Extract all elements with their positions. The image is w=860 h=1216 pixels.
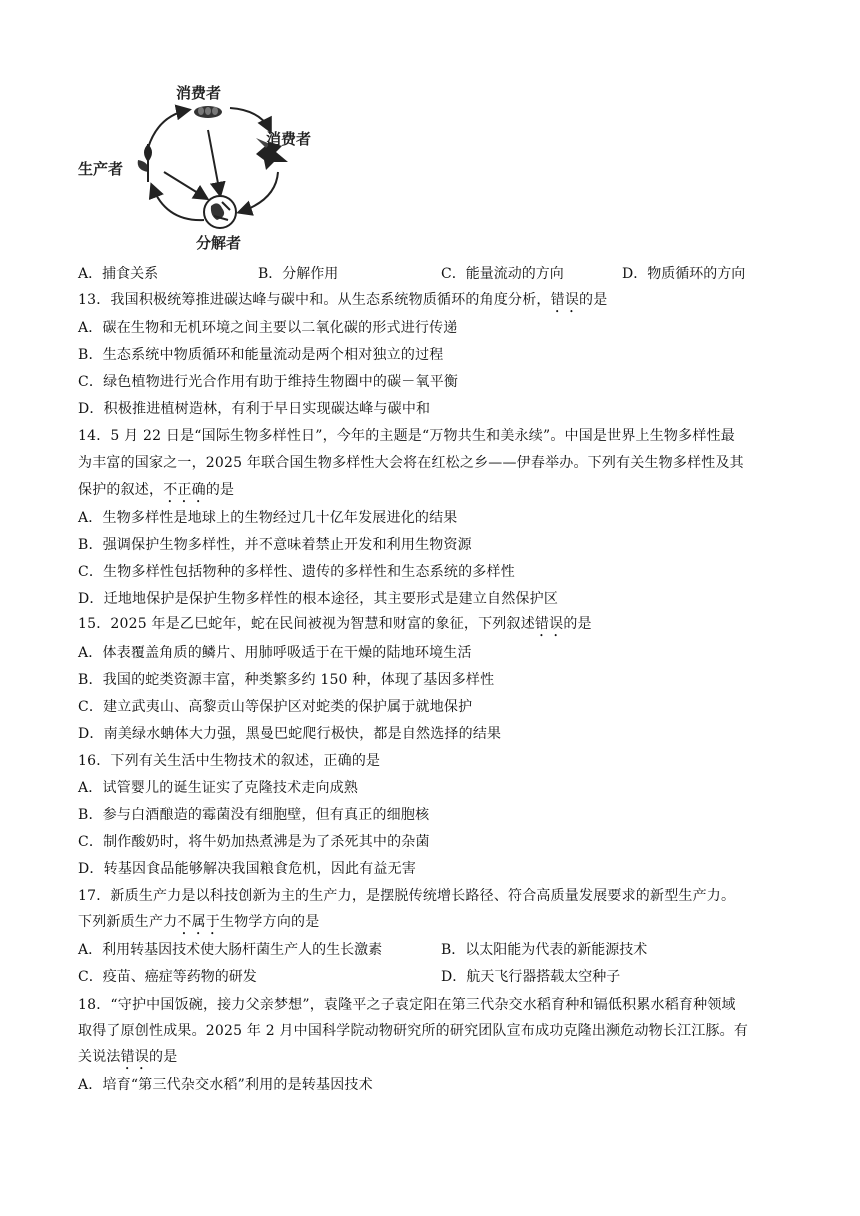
label-producer: 生产者 bbox=[78, 160, 124, 178]
q17-option-b: B．以太阳能为代表的新能源技术 bbox=[441, 942, 648, 958]
q13-option-b: B．生态系统中物质循环和能量流动是两个相对独立的过程 bbox=[78, 347, 444, 363]
q12-option-d: D．物质循环的方向 bbox=[622, 266, 746, 282]
q13-stem bbox=[78, 290, 607, 316]
q17-option-d: D．航天飞行器搭载太空种子 bbox=[441, 969, 621, 985]
q16-option-d: D．转基因食品能够解决我国粮食危机，因此有益无害 bbox=[78, 861, 417, 877]
q18-stem-emphasis: 错误 bbox=[120, 1049, 150, 1065]
q18-stem-line1: 18．“守护中国饭碗，接力父亲梦想”，袁隆平之子袁定阳在第三代杂交水稻育种和镉低积累水稻育种领域 bbox=[78, 997, 736, 1013]
q13-option-a: A．碳在生物和无机环境之间主要以二氧化碳的形式进行传递 bbox=[78, 320, 458, 336]
q14-option-a: A．生物多样性是地球上的生物经过几十亿年发展进化的结果 bbox=[78, 510, 458, 526]
arrow-producer-to-decomposer bbox=[164, 172, 206, 198]
q15-stem-before: 15．2025 年是乙巳蛇年，蛇在民间被视为智慧和财富的象征，下列叙述 bbox=[78, 616, 535, 632]
q14-stem-after: 的是 bbox=[205, 482, 235, 498]
q18-stem-before: 关说法 bbox=[78, 1049, 121, 1065]
q14-option-b: B．强调保护生物多样性，并不意味着禁止开发和利用生物资源 bbox=[78, 537, 472, 553]
q17-option-c: C．疫苗、癌症等药物的研发 bbox=[78, 969, 257, 985]
q14-stem-before: 保护的叙述， bbox=[78, 482, 164, 498]
label-consumer-right: 消费者 bbox=[266, 130, 312, 148]
q17-stem-emphasis: 不属于 bbox=[177, 914, 221, 930]
q18-option-a: A．培育“第三代杂交水稻”利用的是转基因技术 bbox=[78, 1077, 373, 1093]
q14-option-d: D．迁地地保护是保护生物多样性的根本途径，其主要形式是建立自然保护区 bbox=[78, 591, 559, 607]
q15-stem bbox=[78, 614, 592, 640]
arrow-consumer-to-decomposer bbox=[240, 172, 278, 212]
q14-stem-line1: 14．5 月 22 日是“国际生物多样性日”，今年的主题是“万物共生和美永续”。中国是世界上生物多样性最 bbox=[78, 428, 735, 444]
q18-stem-after: 的是 bbox=[149, 1049, 178, 1065]
q13-stem-after: 的是 bbox=[579, 292, 608, 308]
q17-stem-after: 生物学方向的是 bbox=[220, 914, 320, 930]
q15-option-d: D．南美绿水蚺体大力强，黑曼巴蛇爬行极快，都是自然选择的结果 bbox=[78, 726, 502, 742]
q15-option-c: C．建立武夷山、高黎贡山等保护区对蛇类的保护属于就地保护 bbox=[78, 699, 473, 715]
label-decomposer: 分解者 bbox=[196, 234, 242, 252]
q12-option-c: C．能量流动的方向 bbox=[441, 266, 564, 282]
q16-option-b: B．参与白酒酿造的霉菌没有细胞壁，但有真正的细胞核 bbox=[78, 807, 430, 823]
q12-option-b: B．分解作用 bbox=[258, 266, 339, 282]
arrow-producer-to-consumer bbox=[148, 110, 188, 148]
arrow-top-consumer-to-decomposer bbox=[208, 130, 220, 194]
q16-option-a: A．试管婴儿的诞生证实了克隆技术走向成熟 bbox=[78, 780, 359, 796]
q14-stem-line3 bbox=[78, 480, 234, 506]
q18-stem-line2: 取得了原创性成果。2025 年 2 月中国科学院动物研究所的研究团队宣布成功克隆出濒危动物长江江豚。有 bbox=[78, 1023, 749, 1039]
q17-stem-line2 bbox=[78, 912, 319, 938]
caterpillar-icon bbox=[194, 106, 222, 118]
arrow-consumer-to-consumer bbox=[230, 108, 270, 130]
q15-stem-after: 的是 bbox=[563, 616, 592, 632]
q14-stem-line2: 为丰富的国家之一，2025 年联合国生物多样性大会将在红松之乡——伊春举办。下列有关生物多样性及其 bbox=[78, 455, 744, 471]
q13-stem-before: 13．我国积极统筹推进碳达峰与碳中和。从生态系统物质循环的角度分析， bbox=[78, 292, 551, 308]
q13-stem-emphasis: 错误 bbox=[550, 292, 580, 308]
q17-option-a: A．利用转基因技术使大肠杆菌生产人的生长激素 bbox=[78, 942, 383, 958]
ecosystem-diagram-svg bbox=[70, 82, 340, 258]
q14-option-c: C．生物多样性包括物种的多样性、遗传的多样性和生态系统的多样性 bbox=[78, 564, 515, 580]
q15-stem-emphasis: 错误 bbox=[534, 616, 564, 632]
label-consumer-top: 消费者 bbox=[176, 84, 222, 102]
q18-stem-line3 bbox=[78, 1047, 177, 1073]
q12-option-a: A．捕食关系 bbox=[78, 266, 159, 282]
q14-stem-emphasis: 不正确 bbox=[163, 482, 206, 498]
bacteria-icon bbox=[204, 196, 236, 228]
q17-stem-line1: 17．新质生产力是以科技创新为主的生产力，是摆脱传统增长路径、符合高质量发展要求的新型生产力。 bbox=[78, 888, 736, 904]
q17-stem-before: 下列新质生产力 bbox=[78, 914, 178, 930]
plant-icon bbox=[138, 144, 152, 182]
q16-stem: 16．下列有关生活中生物技术的叙述，正确的是 bbox=[78, 753, 381, 769]
q13-option-d: D．积极推进植树造林，有利于早日实现碳达峰与碳中和 bbox=[78, 401, 431, 417]
q13-option-c: C．绿色植物进行光合作用有助于维持生物圈中的碳－氧平衡 bbox=[78, 374, 459, 390]
q16-option-c: C．制作酸奶时，将牛奶加热煮沸是为了杀死其中的杂菌 bbox=[78, 834, 430, 850]
q15-option-b: B．我国的蛇类资源丰富，种类繁多约 150 种，体现了基因多样性 bbox=[78, 672, 495, 688]
ecosystem-diagram bbox=[70, 82, 340, 258]
q15-option-a: A．体表覆盖角质的鳞片、用肺呼吸适于在干燥的陆地环境生活 bbox=[78, 645, 472, 661]
